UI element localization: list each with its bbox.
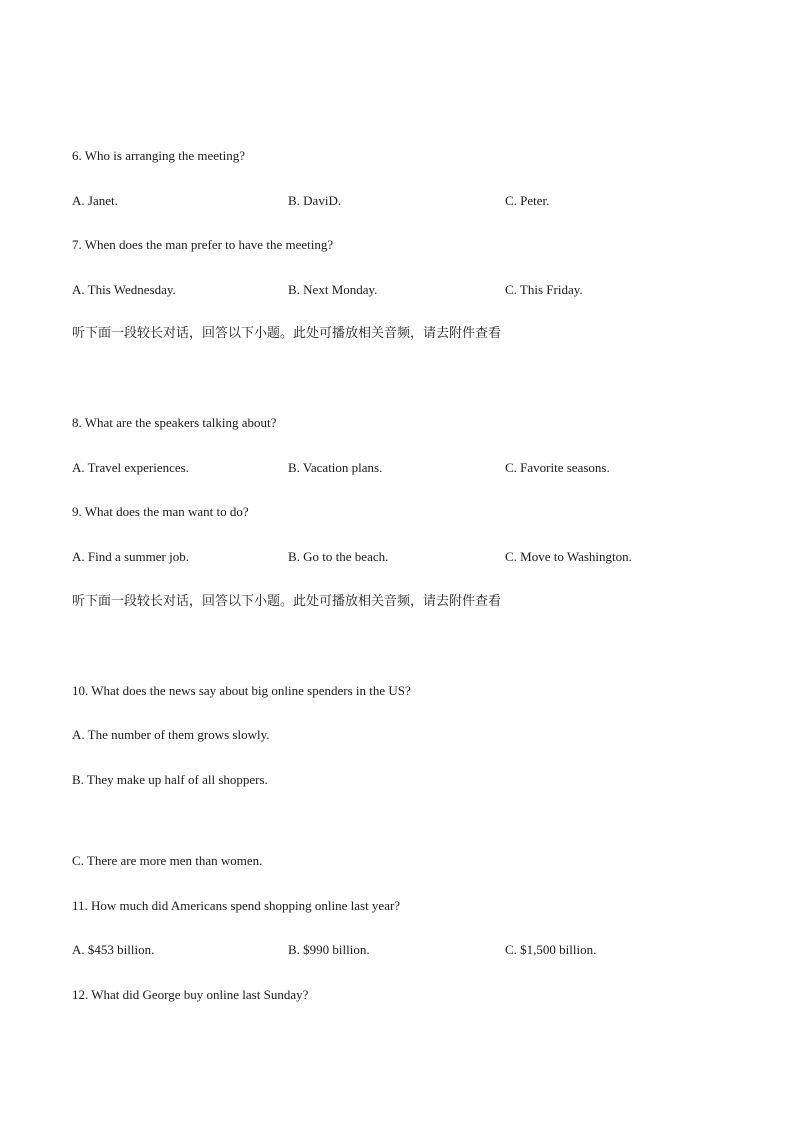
option-b: B. Vacation plans. [288,460,383,475]
option-c: C. $1,500 billion. [505,942,597,957]
option-c: C. Favorite seasons. [505,460,610,475]
question-10: 10. What does the news say about big online spenders in the US? [72,683,411,698]
option-a: A. The number of them grows slowly. [72,727,270,742]
question-7: 7. When does the man prefer to have the meeting? [72,237,334,252]
question-8-options [72,460,722,476]
option-a: A. $453 billion. [72,942,155,957]
question-11-options [72,942,722,958]
question-6-options [72,193,722,209]
option-c: C. Move to Washington. [505,549,632,564]
option-b: B. Go to the beach. [288,549,389,564]
option-a: A. Janet. [72,193,118,208]
question-7-options [72,282,722,298]
question-6: 6. Who is arranging the meeting? [72,148,246,163]
option-b: B. $990 billion. [288,942,370,957]
question-12: 12. What did George buy online last Sunday? [72,987,309,1002]
listening-instruction: 听下面一段较长对话，回答以下小题。此处可播放相关音频，请去附件查看 [72,594,502,609]
option-c: C. Peter. [505,193,550,208]
option-b: B. DaviD. [288,193,342,208]
option-a: A. This Wednesday. [72,282,176,297]
option-a: A. Find a summer job. [72,549,189,564]
option-c: C. This Friday. [505,282,583,297]
question-11: 11. How much did Americans spend shopping online last year? [72,898,401,913]
question-8: 8. What are the speakers talking about? [72,415,277,430]
question-9-options [72,549,722,565]
option-c: C. There are more men than women. [72,853,263,868]
option-b: B. They make up half of all shoppers. [72,772,268,787]
option-a: A. Travel experiences. [72,460,189,475]
question-9: 9. What does the man want to do? [72,504,249,519]
option-b: B. Next Monday. [288,282,378,297]
listening-instruction: 听下面一段较长对话，回答以下小题。此处可播放相关音频，请去附件查看 [72,326,502,341]
